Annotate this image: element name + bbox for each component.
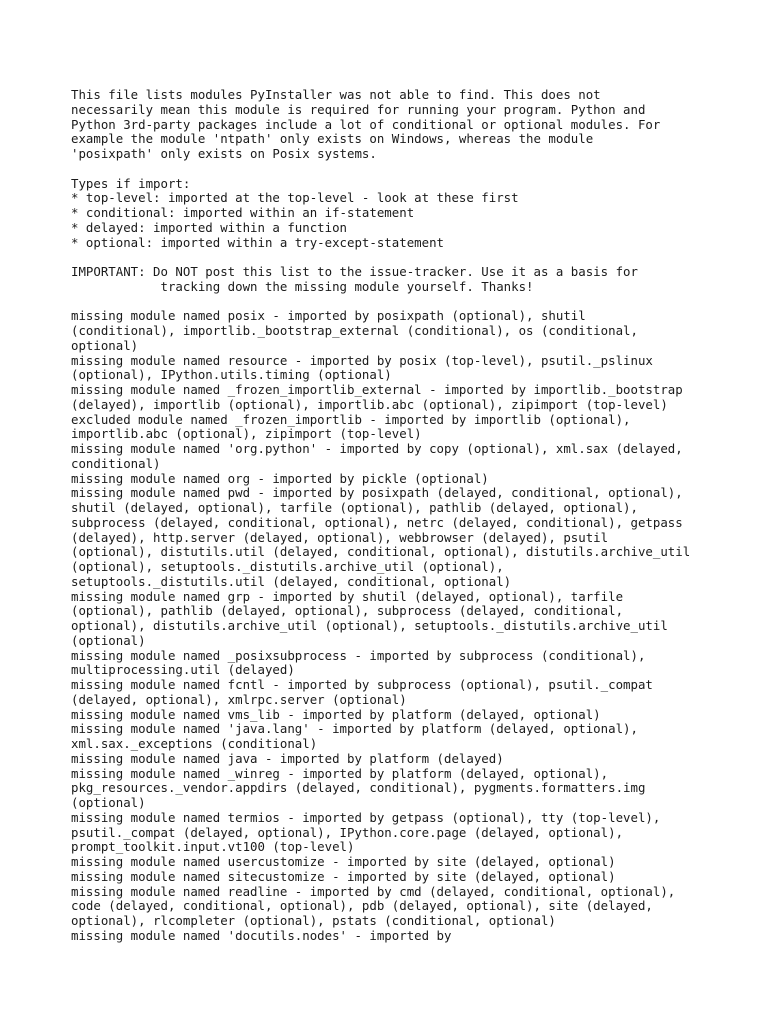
module-line: pkg_resources._vendor.appdirs (delayed, conditional), pygments.formatters.img	[71, 780, 646, 796]
module-line: psutil._compat (delayed, optional), IPython.core.page (delayed, optional),	[71, 824, 624, 840]
intro-line: example the module 'ntpath' only exists on Windows, whereas the module	[71, 131, 594, 147]
module-line: shutil (delayed, optional), tarfile (optional), pathlib (delayed, optional),	[71, 500, 638, 515]
blank-line	[71, 250, 761, 265]
intro-line: necessarily mean this module is required for running your program. Python and	[71, 101, 646, 117]
important-line: IMPORTANT: Do NOT post this list to the issue-tracker. Use it as a basis for	[71, 264, 638, 279]
module-line: multiprocessing.util (delayed)	[71, 662, 295, 678]
module-line: (optional), pathlib (delayed, optional), subprocess (delayed, conditional,	[71, 603, 624, 619]
module-line: missing module named fcntl - imported by subprocess (optional), psutil._compat	[71, 677, 653, 692]
module-line: missing module named termios - imported by getpass (optional), tty (top-level),	[71, 809, 661, 825]
important-line: tracking down the missing module yourself. Thanks!	[71, 278, 534, 294]
missing-modules-list	[71, 309, 761, 943]
module-line: missing module named 'docutils.nodes' - imported by	[71, 927, 452, 943]
blank-line	[71, 295, 761, 310]
module-line: xml.sax._exceptions (conditional)	[71, 736, 318, 751]
module-line: missing module named _frozen_importlib_external - imported by importlib._bootstrap	[71, 382, 683, 397]
module-line: excluded module named _frozen_importlib - imported by importlib (optional),	[71, 411, 631, 427]
module-line: (delayed, optional), xmlrpc.server (optional)	[71, 691, 407, 707]
module-line: missing module named readline - imported by cmd (delayed, conditional, optional),	[71, 883, 676, 899]
module-line: (optional), setuptools._distutils.archive_util (optional),	[71, 559, 504, 574]
module-line: code (delayed, conditional, optional), pdb (delayed, optional), site (delayed,	[71, 898, 653, 914]
intro-line: Python 3rd-party packages include a lot of conditional or optional modules. For	[71, 116, 661, 132]
module-line: (optional)	[71, 795, 146, 810]
module-line: missing module named org - imported by pickle (optional)	[71, 470, 489, 486]
import-type-item: * top-level: imported at the top-level - look at these first	[71, 190, 519, 206]
module-line: missing module named sitecustomize - imported by site (delayed, optional)	[71, 868, 616, 884]
module-line: (optional), IPython.utils.timing (optional)	[71, 367, 392, 383]
module-line: missing module named java - imported by platform (delayed)	[71, 750, 504, 766]
module-line: prompt_toolkit.input.vt100 (top-level)	[71, 839, 355, 855]
import-types-list	[71, 177, 761, 251]
module-line: missing module named _winreg - imported by platform (delayed, optional),	[71, 765, 609, 781]
module-line: optional), rlcompleter (optional), pstats (conditional, optional)	[71, 913, 556, 928]
module-line: optional), distutils.archive_util (optional), setuptools._distutils.archive_util	[71, 618, 668, 633]
intro-line: 'posixpath' only exists on Posix systems.	[71, 146, 377, 161]
module-line: missing module named pwd - imported by posixpath (delayed, conditional, optional),	[71, 485, 683, 501]
import-type-item: * conditional: imported within an if-statement	[71, 205, 415, 220]
important-notice	[71, 265, 761, 295]
module-line: optional)	[71, 337, 139, 353]
module-line: (delayed), importlib (optional), importlib.abc (optional), zipimport (top-level)	[71, 396, 668, 412]
module-line: (conditional), importlib._bootstrap_external (conditional), os (conditional,	[71, 323, 638, 338]
warning-text-document	[71, 88, 761, 944]
module-line: missing module named grp - imported by shutil (delayed, optional), tarfile	[71, 588, 624, 604]
module-line: missing module named _posixsubprocess - imported by subprocess (conditional),	[71, 647, 646, 663]
module-line: (optional), distutils.util (delayed, conditional, optional), distutils.archive_util	[71, 544, 691, 560]
import-type-item: * delayed: imported within a function	[71, 219, 348, 235]
module-line: importlib.abc (optional), zipimport (top-level)	[71, 426, 422, 442]
module-line: setuptools._distutils.util (delayed, conditional, optional)	[71, 573, 512, 589]
module-line: missing module named 'java.lang' - imported by platform (delayed, optional),	[71, 721, 638, 737]
module-line: (optional)	[71, 632, 146, 648]
intro-line: This file lists modules PyInstaller was not able to find. This does not	[71, 87, 601, 102]
module-line: missing module named posix - imported by posixpath (optional), shutil	[71, 308, 586, 324]
module-line: missing module named 'org.python' - imported by copy (optional), xml.sax (delayed,	[71, 441, 683, 456]
module-line: (delayed), http.server (delayed, optional), webbrowser (delayed), psutil	[71, 529, 609, 545]
blank-line	[71, 162, 761, 177]
module-line: conditional)	[71, 455, 161, 471]
module-line: subprocess (delayed, conditional, optional), netrc (delayed, conditional), getpass	[71, 514, 683, 530]
import-type-item: * optional: imported within a try-except-statement	[71, 234, 444, 250]
import-types-heading: Types if import:	[71, 175, 191, 191]
module-line: missing module named usercustomize - imported by site (delayed, optional)	[71, 854, 616, 869]
module-line: missing module named vms_lib - imported by platform (delayed, optional)	[71, 706, 601, 722]
intro-paragraph	[71, 88, 761, 162]
module-line: missing module named resource - imported by posix (top-level), psutil._pslinux	[71, 352, 653, 368]
